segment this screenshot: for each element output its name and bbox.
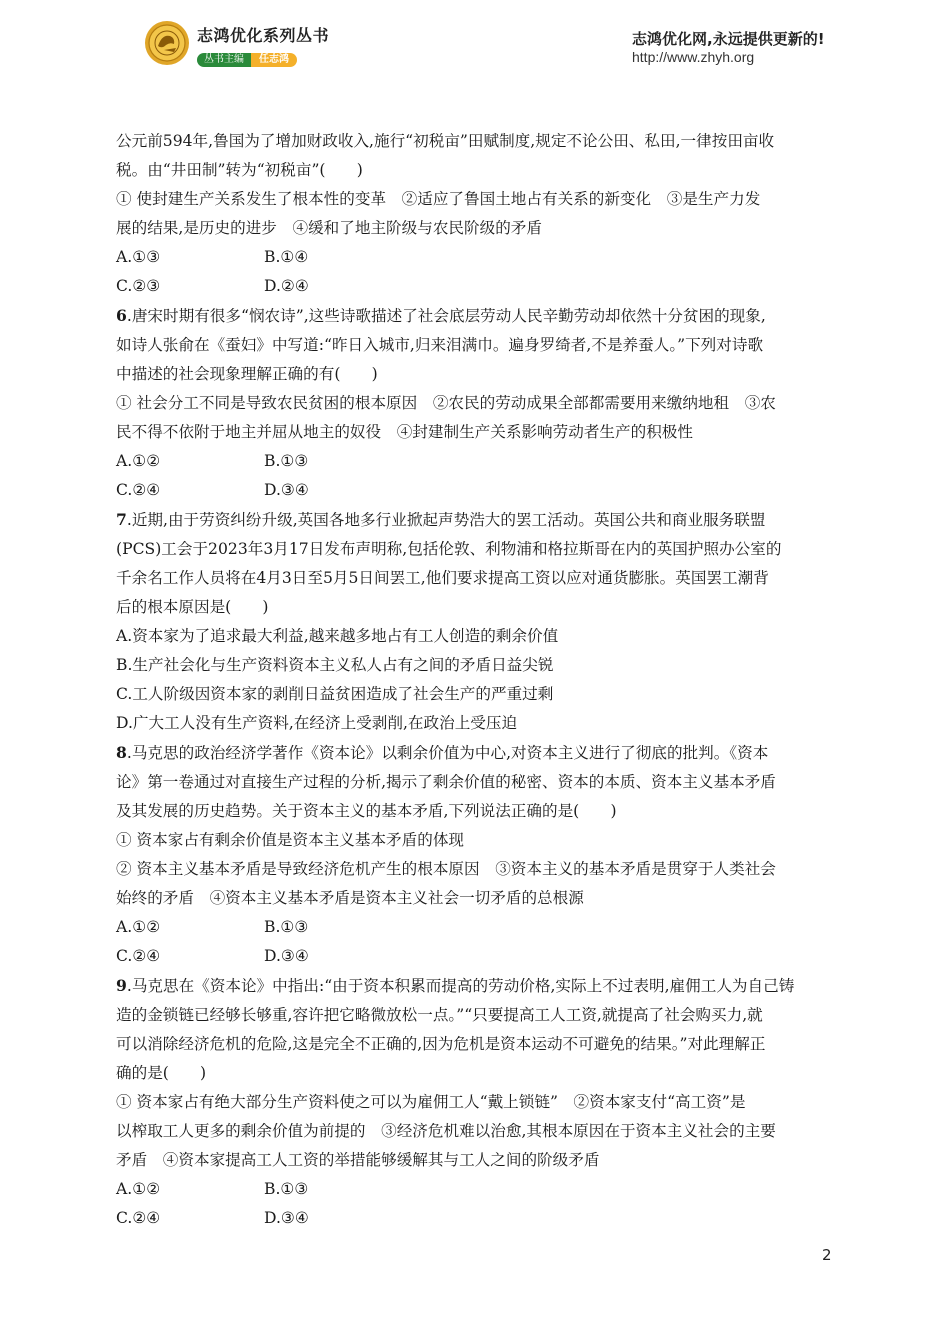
question-stem: .近期,由于劳资纠纷升级,英国各地多行业掀起声势浩大的罢工活动。英国公共和商业服务联盟	[126, 511, 766, 529]
option-d: D.③④	[264, 481, 309, 499]
question-text-line: 后的根本原因是( )	[116, 598, 269, 616]
option-c: C.②④	[116, 947, 161, 965]
question-stem: .马克思的政治经济学著作《资本论》以剩余价值为中心,对资本主义进行了彻底的批判。《资本	[126, 744, 769, 762]
question-number: 9	[116, 976, 127, 995]
question-text-line: 可以消除经济危机的危险,这是完全不正确的,因为危机是资本运动不可避免的结果。”对此理解正	[116, 1035, 766, 1053]
question-text-line: 造的金锁链已经够长够重,容许把它略微放松一点。”“只要提高工人工资,就提高了社会购买力,就	[116, 1006, 763, 1024]
question-number: 7	[116, 510, 127, 529]
option-b: B.①③	[264, 452, 309, 470]
option-row	[116, 942, 836, 971]
question-7	[116, 505, 836, 738]
statement-line: 民不得不依附于地主并屈从地主的奴役 ④封建制生产关系影响劳动者生产的积极性	[116, 423, 693, 441]
option-row	[116, 272, 836, 301]
question-5-continued	[116, 127, 836, 301]
option-d: D.③④	[264, 1209, 309, 1227]
question-stem: .马克思在《资本论》中指出:“由于资本积累而提高的劳动价格,实际上不过表明,雇佣工人为自己铸	[126, 977, 795, 995]
option-a: A.①②	[116, 452, 161, 470]
header-slogan: 志鸿优化网,永远提供更新的!	[632, 30, 825, 48]
question-text-line: 千余名工作人员将在4月3日至5月5日间罢工,他们要求提高工资以应对通货膨胀。英国罢工潮背	[116, 569, 769, 587]
statement-line: ① 社会分工不同是导致农民贫困的根本原因 ②农民的劳动成果全部都需要用来缴纳地租 ③农	[116, 394, 776, 412]
question-number: 8	[116, 743, 127, 762]
option-row	[116, 447, 836, 476]
editor-name: 任志鸿	[251, 53, 297, 67]
option-a: A.资本家为了追求最大利益,越来越多地占有工人创造的剩余价值	[116, 627, 559, 645]
option-b: B.①③	[264, 1180, 309, 1198]
statement-line: 始终的矛盾 ④资本主义基本矛盾是资本主义社会一切矛盾的总根源	[116, 889, 584, 907]
question-text-line: 如诗人张俞在《蚕妇》中写道:“昨日入城市,归来泪满巾。遍身罗绮者,不是养蚕人。”下列对诗歌	[116, 336, 764, 354]
question-9	[116, 971, 836, 1233]
option-a: A.①③	[116, 248, 161, 266]
question-text-line	[116, 738, 836, 768]
editor-label: 丛书主编	[197, 53, 251, 67]
statement-line: ② 资本主义基本矛盾是导致经济危机产生的根本原因 ③资本主义的基本矛盾是贯穿于人类社会	[116, 860, 776, 878]
question-8	[116, 738, 836, 971]
statement-line: 以榨取工人更多的剩余价值为前提的 ③经济危机难以治愈,其根本原因在于资本主义社会的主要	[116, 1122, 776, 1140]
statement-line: 展的结果,是历史的进步 ④缓和了地主阶级与农民阶级的矛盾	[116, 219, 542, 237]
option-row	[116, 476, 836, 505]
header-url: http://www.zhyh.org	[632, 49, 755, 65]
page-header	[0, 0, 950, 90]
document-body	[116, 127, 836, 1233]
series-title: 志鸿优化系列丛书	[197, 26, 330, 45]
editor-badge	[197, 47, 297, 65]
option-b: B.①④	[264, 248, 309, 266]
question-text-line: 公元前594年,鲁国为了增加财政收入,施行“初税亩”田赋制度,规定不论公田、私田,一律按田亩收	[116, 132, 775, 150]
option-a: A.①②	[116, 918, 161, 936]
question-text-line: 确的是( )	[116, 1064, 207, 1082]
page-number: 2	[822, 1246, 832, 1264]
option-c: C.②④	[116, 481, 161, 499]
option-row	[116, 913, 836, 942]
option-c: C.②③	[116, 277, 161, 295]
option-row	[116, 243, 836, 272]
question-text-line	[116, 505, 836, 535]
option-d: D.广大工人没有生产资料,在经济上受剥削,在政治上受压迫	[116, 714, 518, 732]
question-text-line: 税。由“井田制”转为“初税亩”( )	[116, 161, 363, 179]
statement-line: ① 资本家占有剩余价值是资本主义基本矛盾的体现	[116, 831, 465, 849]
question-stem: .唐宋时期有很多“悯农诗”,这些诗歌描述了社会底层劳动人民辛勤劳动却依然十分贫困的现象,	[126, 307, 766, 325]
option-a: A.①②	[116, 1180, 161, 1198]
question-6	[116, 301, 836, 505]
question-number: 6	[116, 306, 127, 325]
question-text-line	[116, 301, 836, 331]
option-d: D.③④	[264, 947, 309, 965]
question-text-line	[116, 971, 836, 1001]
publisher-logo-icon	[144, 20, 190, 66]
option-b: B.①③	[264, 918, 309, 936]
statement-line: ① 使封建生产关系发生了根本性的变革 ②适应了鲁国土地占有关系的新变化 ③是生产力发	[116, 190, 761, 208]
question-text-line: 及其发展的历史趋势。关于资本主义的基本矛盾,下列说法正确的是( )	[116, 802, 617, 820]
question-text-line: 中描述的社会现象理解正确的有( )	[116, 365, 378, 383]
option-d: D.②④	[264, 277, 309, 295]
option-row	[116, 1204, 836, 1233]
question-text-line: 论》第一卷通过对直接生产过程的分析,揭示了剩余价值的秘密、资本的本质、资本主义基本矛盾	[116, 773, 776, 791]
question-text-line: (PCS)工会于2023年3月17日发布声明称,包括伦敦、利物浦和格拉斯哥在内的英国护照办公室的	[116, 540, 782, 558]
statement-line: ① 资本家占有绝大部分生产资料使之可以为雇佣工人“戴上锁链” ②资本家支付“高工资”是	[116, 1093, 746, 1111]
statement-line: 矛盾 ④资本家提高工人工资的举措能够缓解其与工人之间的阶级矛盾	[116, 1151, 600, 1169]
option-b: B.生产社会化与生产资料资本主义私人占有之间的矛盾日益尖锐	[116, 656, 554, 674]
option-c: C.工人阶级因资本家的剥削日益贫困造成了社会生产的严重过剩	[116, 685, 554, 703]
option-c: C.②④	[116, 1209, 161, 1227]
option-row	[116, 1175, 836, 1204]
